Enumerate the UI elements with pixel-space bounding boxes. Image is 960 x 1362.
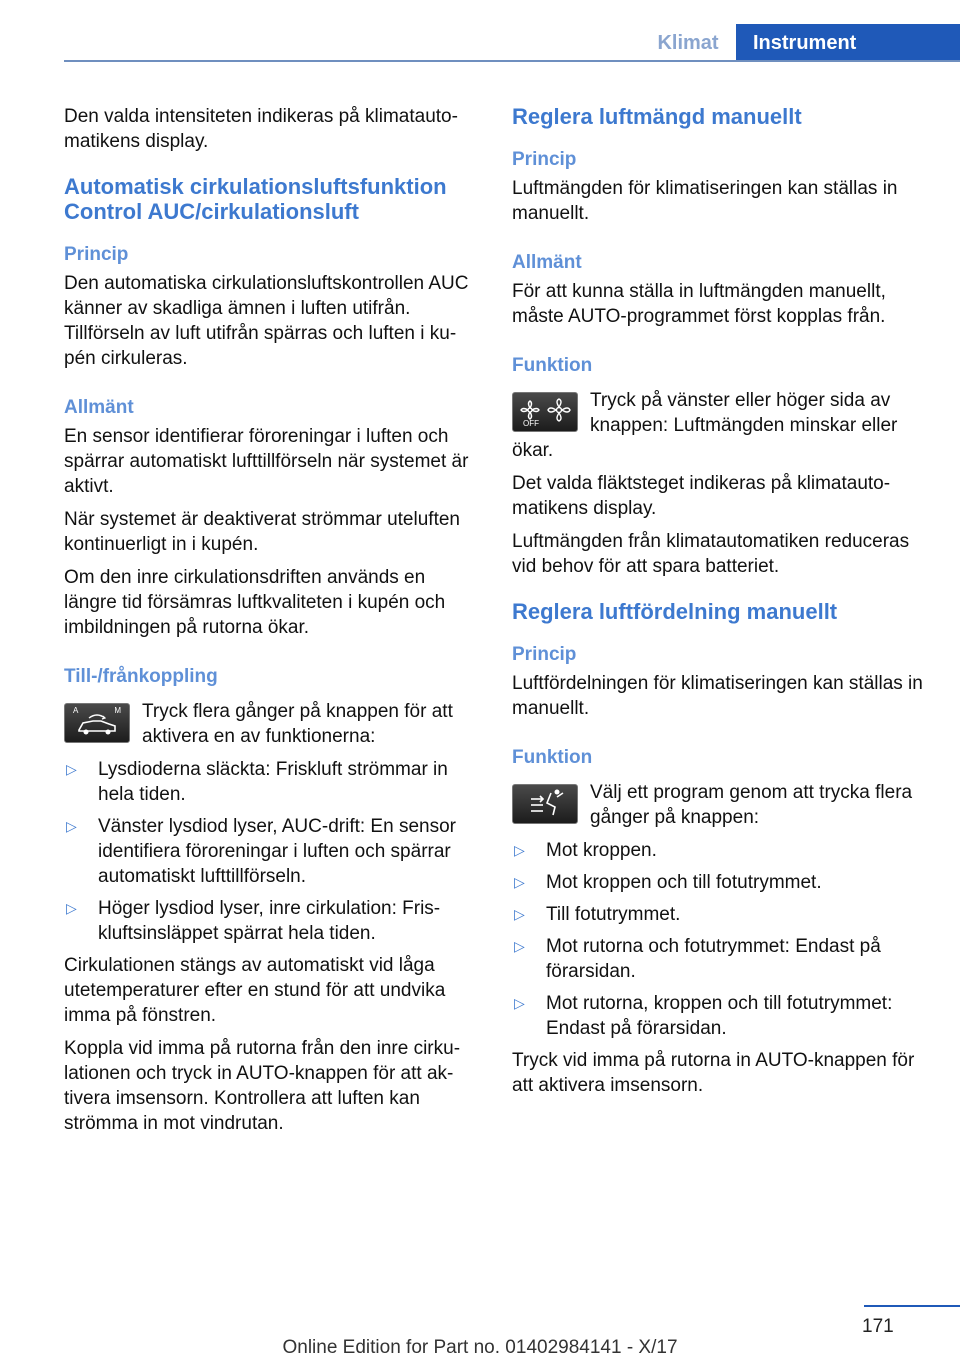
fan-off-label: OFF — [523, 419, 539, 428]
list-item — [64, 757, 476, 807]
triangle-bullet-icon: ▷ — [66, 900, 77, 916]
air-distribution-list — [512, 838, 924, 1041]
triangle-bullet-icon: ▷ — [514, 842, 525, 858]
s1-allmant-text: För att kunna ställa in luftmängden manuellt, måste AUTO-programmet först kopplas från. — [512, 281, 886, 327]
toggle-heading: Till-/frånkoppling — [64, 666, 218, 687]
left-column — [64, 100, 476, 1144]
s1-allmant-heading: Allmänt — [512, 252, 582, 273]
list-item-text: Höger lysdiod lyser, inre cirkulation: Friskluftsinsläppet spärrat hela tiden. — [98, 898, 441, 944]
section-title-luftmangd: Reglera luftmängd manuellt — [512, 104, 802, 129]
list-item-text: Vänster lysdiod lyser, AUC-drift: En sensor identifiera föroreningar i luften och spärrar automatiskt lufttillförseln. — [98, 816, 456, 887]
s2-funktion-heading: Funktion — [512, 747, 593, 768]
s2-princip-heading: Princip — [512, 644, 577, 665]
toggle-row — [64, 699, 476, 749]
recirculation-mode-list — [64, 757, 476, 946]
list-item-text: Lysdioderna släckta: Friskluft strömmar in hela tiden. — [98, 759, 448, 805]
allmant-text-1: En sensor identifierar föroreningar i luften och spärrar automatiskt lufttillförseln när systemet är aktivt. — [64, 426, 469, 497]
tab-instrument[interactable]: Instrument — [736, 24, 960, 61]
princip-text: Den automatiska cirkulationsluftskontrollen AUC känner av skadliga ämnen i luften utifrån. Tillförseln av luft utifrån spärras och luften i kupén cirkuleras. — [64, 273, 469, 369]
intro-text: Den valda intensiteten indikeras på klimatautomatikens display. — [64, 106, 458, 152]
s2-princip-text: Luftfördelningen för klimatiseringen kan ställas in manuellt. — [512, 673, 923, 719]
footer-divider — [864, 1305, 960, 1307]
after-text-2: Koppla vid imma på rutorna från den inre cirkulationen och tryck in AUTO-knappen för att aktivera imsensorn. Kontrollera att luften kan strömma in mot vindrutan. — [64, 1038, 461, 1134]
air-distribution-icon — [513, 785, 577, 823]
list-item — [512, 934, 924, 984]
section-title-auc: Automatisk cirkulationsluftsfunktion Control AUC/cirkulationsluft — [64, 174, 447, 224]
tab-klimat[interactable]: Klimat — [657, 32, 719, 54]
list-item-text: Mot kroppen och till fotutrymmet. — [546, 872, 822, 893]
toggle-text: Tryck flera gånger på knappen för att aktivera en av funktionerna: — [142, 701, 453, 747]
triangle-bullet-icon: ▷ — [514, 906, 525, 922]
recirculation-button-icon — [64, 703, 130, 743]
car-recirculation-icon — [65, 704, 129, 742]
s1-princip-heading: Princip — [512, 149, 577, 170]
triangle-bullet-icon: ▷ — [66, 761, 77, 777]
edition-footer: Online Edition for Part no. 01402984141 - X/17 — [282, 1337, 678, 1358]
s1-text-2: Det valda fläktsteget indikeras på klimatautomatikens display. — [512, 473, 891, 519]
triangle-bullet-icon: ▷ — [514, 938, 525, 954]
s1-funktion-text: Tryck på vänster eller höger sida av knappen: Luftmängden minskar eller ökar. — [512, 390, 898, 461]
allmant-heading: Allmänt — [64, 397, 134, 418]
triangle-bullet-icon: ▷ — [66, 818, 77, 834]
recirculation-label-a: A — [73, 706, 79, 715]
after-text-1: Cirkulationen stängs av automatiskt vid låga utetemperaturer efter en stund för att undvika imma på fönstren. — [64, 955, 446, 1026]
list-item — [64, 896, 476, 946]
list-item-text: Till fotutrymmet. — [546, 904, 681, 925]
list-item — [512, 991, 924, 1041]
allmant-text-3: Om den inre cirkulationsdriften används en längre tid försämras luftkvaliteten i kupén och imbildningen på rutorna ökar. — [64, 567, 446, 638]
s1-funktion-heading: Funktion — [512, 355, 593, 376]
princip-heading: Princip — [64, 244, 129, 265]
list-item-text: Mot kroppen. — [546, 840, 657, 861]
list-item — [512, 838, 924, 863]
right-column — [512, 100, 924, 1106]
fan-row — [512, 388, 924, 463]
header-divider — [64, 60, 960, 62]
list-item — [512, 870, 924, 895]
list-item-text: Mot rutorna och fotutrymmet: Endast på förarsidan. — [546, 936, 881, 982]
list-item-text: Mot rutorna, kroppen och till fotutrymmet: Endast på förarsidan. — [546, 993, 893, 1039]
section-title-luftfordelning: Reglera luftfördelning manuellt — [512, 599, 838, 624]
s1-text-3: Luftmängden från klimatautomatiken reduceras vid behov för att spara batteriet. — [512, 531, 910, 577]
triangle-bullet-icon: ▷ — [514, 995, 525, 1011]
s2-after-text: Tryck vid imma på rutorna in AUTO-knappen för att aktivera imsensorn. — [512, 1050, 915, 1096]
triangle-bullet-icon: ▷ — [514, 874, 525, 890]
list-item — [64, 814, 476, 889]
allmant-text-2: När systemet är deaktiverat strömmar uteluften kontinuerligt in i kupén. — [64, 509, 460, 555]
air-distribution-button-icon — [512, 784, 578, 824]
fan-button-icon — [512, 392, 578, 432]
page-number: 171 — [862, 1316, 894, 1337]
s1-princip-text: Luftmängden för klimatiseringen kan ställas in manuellt. — [512, 178, 898, 224]
s2-funktion-text: Välj ett program genom att trycka flera gånger på knappen: — [590, 782, 913, 828]
distribution-row — [512, 780, 924, 830]
recirculation-label-m: M — [114, 706, 121, 715]
list-item — [512, 902, 924, 927]
